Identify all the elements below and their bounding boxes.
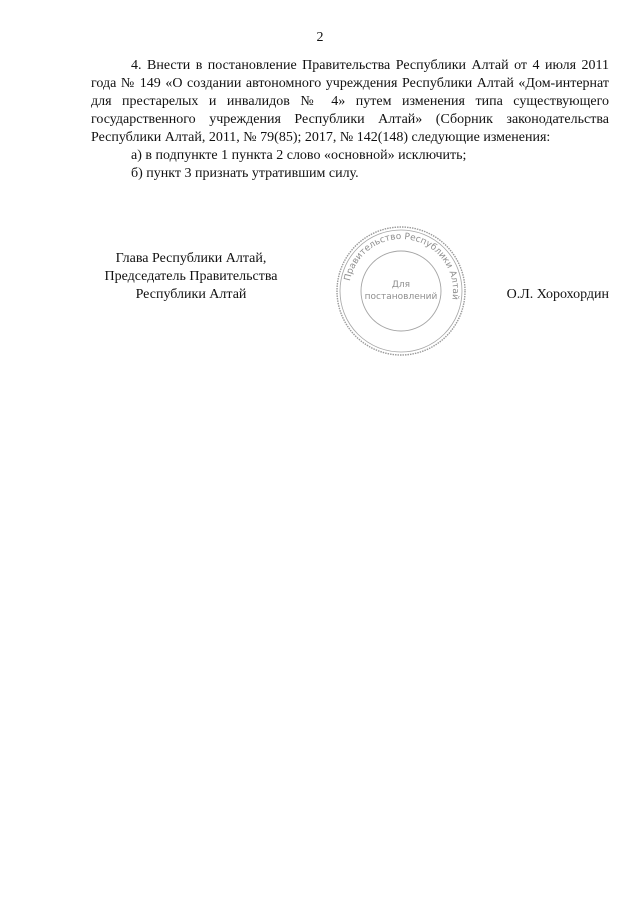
seal-graphic (333, 223, 469, 359)
signer-name: О.Л. Хорохордин (506, 287, 609, 302)
paragraph-item-4: 4. Внести в постановление Правительства Республики Алтай от 4 июля 2011 года № 149 «О создании автономного учреждения Республики Алтай «Дом-интернат для престарелых и инвалидов № 4» путем изменения типа существующего государственного учреждения Республики Алтай» (Сборник законодательства Республики Алтай, 2011, № 79(85); 2017, № 142(148) следующие изменения: (91, 58, 609, 145)
seal-outer-ring-inner (340, 230, 462, 352)
official-seal-stamp (333, 223, 469, 359)
signature-title-line-2: Председатель Правительства (104, 269, 278, 284)
seal-inner-ring (361, 251, 441, 331)
document-body (91, 57, 609, 183)
signature-title-line-1: Глава Республики Алтай, (115, 251, 267, 266)
page-number: 2 (316, 30, 324, 45)
seal-inner-text-2: постановлений (364, 292, 438, 302)
paragraph-subitem-b: б) пункт 3 признать утратившим силу. (131, 166, 359, 181)
signature-title-block (91, 250, 291, 304)
paragraph-subitem-a: а) в подпункте 1 пункта 2 слово «основной» исключить; (131, 148, 467, 163)
seal-inner-text-1: Для (391, 280, 411, 290)
seal-outer-ring (337, 227, 465, 355)
signature-title-line-3: Республики Алтай (135, 287, 247, 302)
seal-outer-text: Правительство Республики Алтай (343, 231, 461, 301)
